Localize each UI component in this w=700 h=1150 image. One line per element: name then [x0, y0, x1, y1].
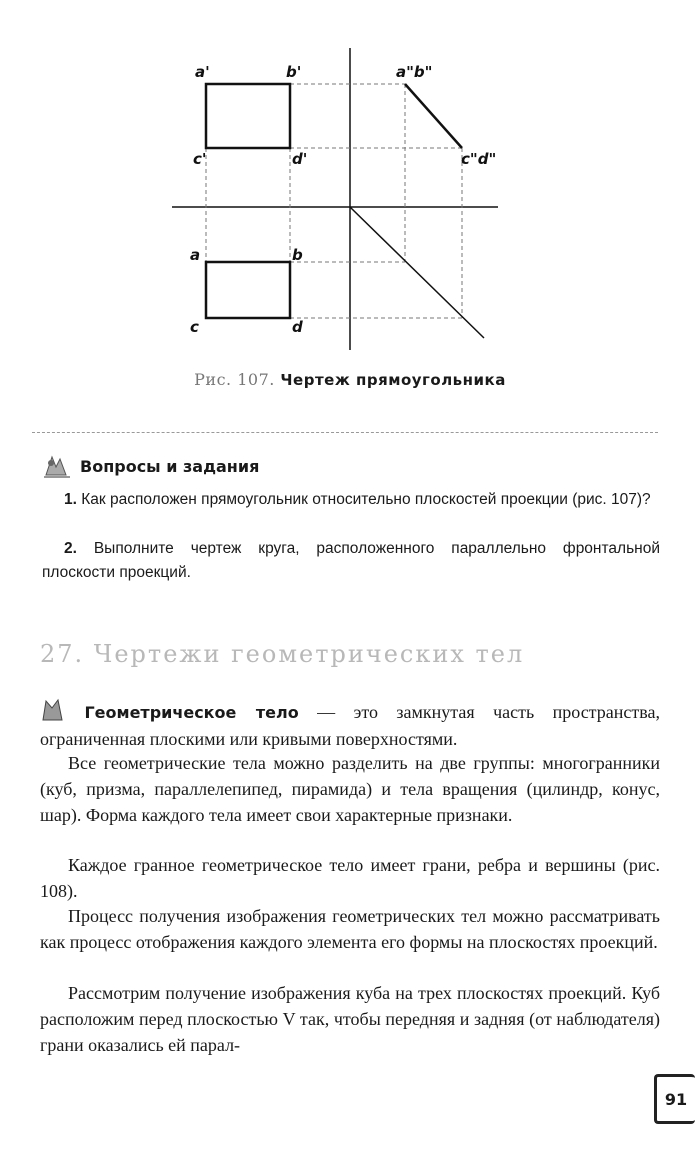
label-d-prime: d': [292, 150, 308, 168]
term-geometric-body: Геометрическое тело: [84, 703, 299, 722]
question-2: 2. Выполните чертеж круга, расположенного параллельно фронтальной плоскости проекций.: [42, 540, 660, 581]
questions-header: [42, 453, 259, 479]
caption-number: Рис. 107.: [194, 370, 275, 389]
questions-icon: [42, 453, 72, 479]
question-1: 1. Как расположен прямоугольник относительно плоскостей проекции (рис. 107)?: [64, 491, 651, 508]
definition-icon: [40, 698, 66, 722]
label-c-prime: c': [193, 150, 207, 168]
section-heading: 27. Чертежи геометрических тел: [40, 640, 525, 668]
paragraph-cube: Рассмотрим получение изображения куба на трех плоскостях проекций. Куб расположим перед плоскостью V так, чтобы передняя и задняя (от наблюдателя) грани оказались ей парал-: [40, 983, 660, 1055]
figure-caption: [0, 370, 700, 389]
paragraph-groups: Все геометрические тела можно разделить на две группы: многогранники (куб, призма, параллелепипед, пирамида) и тела вращения (цилиндр, конус, шар). Форма каждого тела имеет свои характерные признаки.: [40, 753, 660, 825]
label-d: d: [292, 318, 303, 336]
paragraph-faces: Каждое гранное геометрическое тело имеет грани, ребра и вершины (рис. 108).: [40, 855, 660, 901]
label-a-prime: a': [195, 63, 210, 81]
label-c: c: [190, 318, 199, 336]
paragraph-definition: Геометрическое тело — это замкнутая часть пространства, ограниченная плоскими или кривыми поверхностями.: [40, 698, 660, 752]
section-divider: [32, 432, 658, 433]
caption-title: Чертеж прямоугольника: [280, 371, 506, 389]
label-b: b: [292, 246, 303, 264]
rectangle-projection-drawing: [0, 0, 700, 360]
label-cd-double-prime: c"d": [461, 150, 497, 168]
label-ab-double-prime: a"b": [396, 63, 433, 81]
page-number: 91: [654, 1074, 695, 1124]
label-a: a: [190, 246, 201, 264]
paragraph-process: Процесс получения изображения геометрических тел можно рассматривать как процесс отображения каждого элемента его формы на плоскостях проекций.: [40, 906, 660, 952]
questions-title: Вопросы и задания: [80, 456, 260, 476]
label-b-prime: b': [286, 63, 302, 81]
